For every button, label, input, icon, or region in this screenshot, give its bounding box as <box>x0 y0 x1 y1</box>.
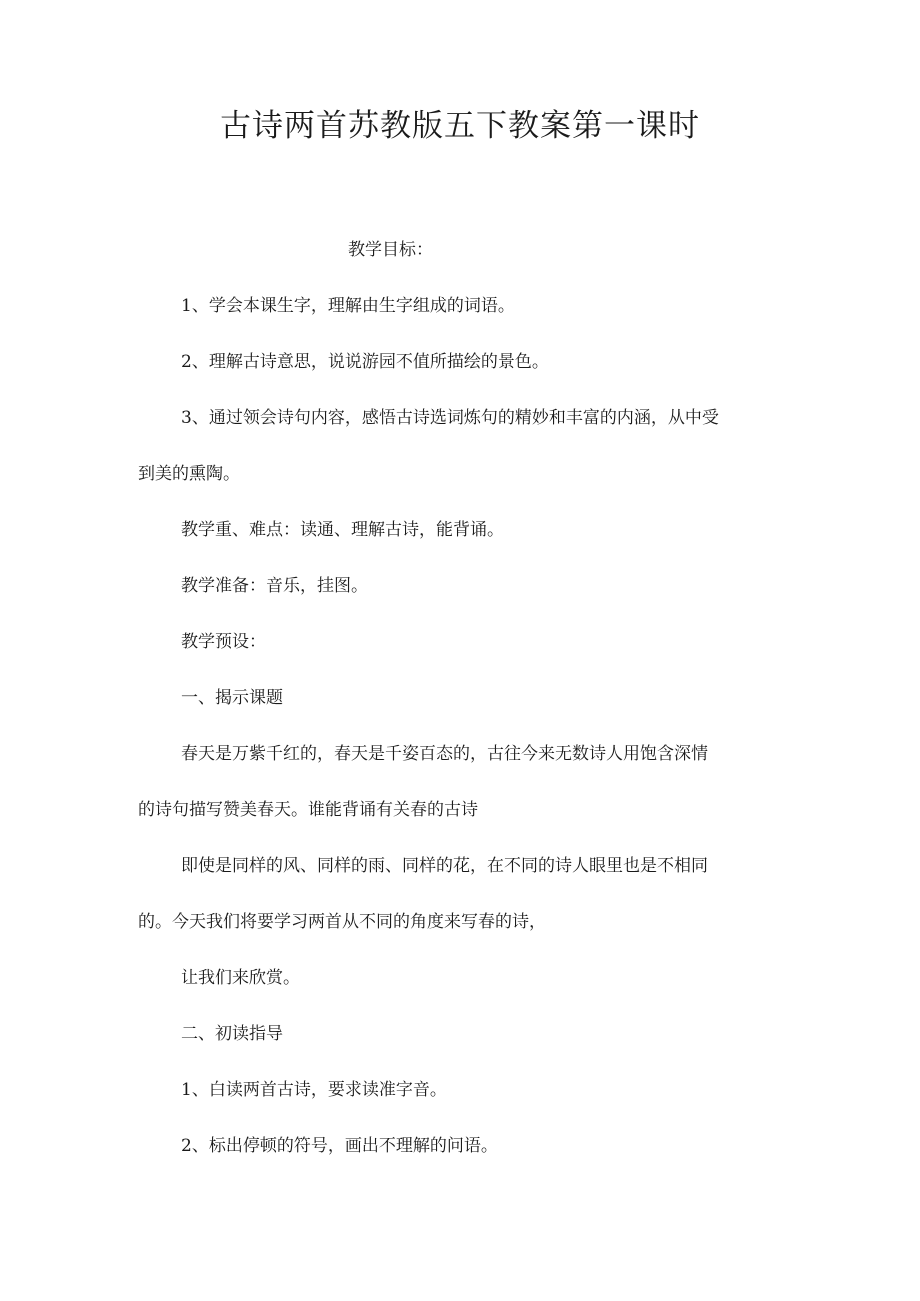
paragraph-poets-line-1: 即使是同样的风、同样的雨、同样的花，在不同的诗人眼里也是不相同 <box>181 856 708 876</box>
objective-line-2: 2、理解古诗意思，说说游园不值所描绘的景色。 <box>181 352 549 372</box>
objective-line-1: 1、学会本课生字，理解由生字组成的词语。 <box>181 296 515 316</box>
key-points-line: 教学重、难点：读通、理解古诗，能背诵。 <box>181 520 504 540</box>
reading-step-2: 2、标出停顿的符号，画出不理解的问语。 <box>181 1136 498 1156</box>
section-heading-plan: 教学预设： <box>181 632 266 652</box>
paragraph-appreciate-line: 让我们来欣赏。 <box>181 968 300 988</box>
section-heading-objectives: 教学目标： <box>348 240 433 260</box>
preparation-line: 教学准备：音乐，挂图。 <box>181 576 368 596</box>
paragraph-spring-line-1: 春天是万紫千红的，春天是千姿百态的，古往今来无数诗人用饱含深情 <box>181 744 708 764</box>
objective-line-3-continued: 到美的熏陶。 <box>138 464 240 484</box>
document-title: 古诗两首苏教版五下教案第一课时 <box>220 108 700 144</box>
paragraph-spring-line-2: 的诗句描写赞美春天。谁能背诵有关春的古诗 <box>138 800 478 820</box>
objective-line-3: 3、通过领会诗句内容，感悟古诗选词炼句的精妙和丰富的内涵，从中受 <box>181 408 719 428</box>
paragraph-poets-line-2: 的。今天我们将要学习两首从不同的角度来写春的诗， <box>138 912 546 932</box>
part-one-heading: 一、揭示课题 <box>181 688 283 708</box>
part-two-heading: 二、初读指导 <box>181 1024 283 1044</box>
reading-step-1: 1、白读两首古诗，要求读准字音。 <box>181 1080 447 1100</box>
